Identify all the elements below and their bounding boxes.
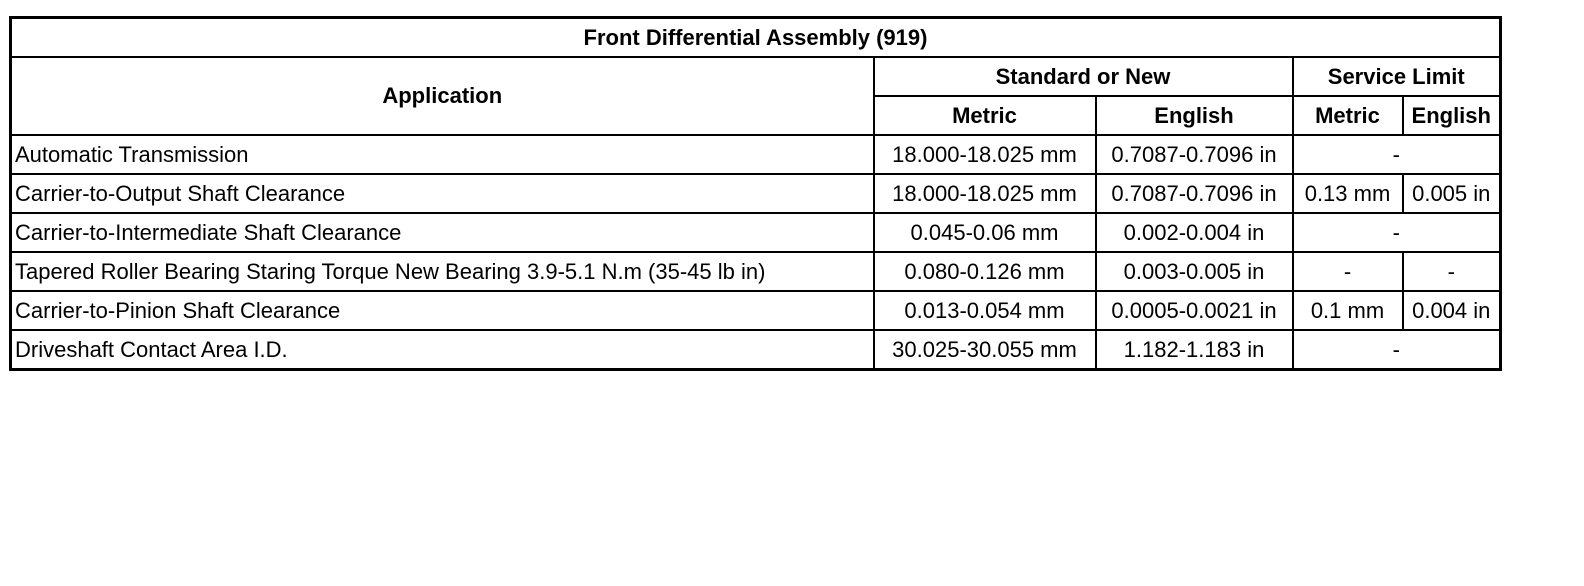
std-metric-cell: 18.000-18.025 mm [874,174,1096,213]
table-row [11,291,1501,330]
service-limit-cell: - [1293,135,1501,174]
std-metric-cell: 18.000-18.025 mm [874,135,1096,174]
application-cell: Driveshaft Contact Area I.D. [11,330,874,370]
application-cell: Carrier-to-Output Shaft Clearance [11,174,874,213]
table-row [11,330,1501,370]
header-row-1 [11,57,1501,96]
svc-english-cell: 0.004 in [1403,291,1501,330]
svc-metric-cell: - [1293,252,1403,291]
svc-metric-cell: 0.13 mm [1293,174,1403,213]
application-cell: Automatic Transmission [11,135,874,174]
application-cell: Carrier-to-Pinion Shaft Clearance [11,291,874,330]
table-title: Front Differential Assembly (919) [11,18,1501,58]
svc-english-header: English [1403,96,1501,135]
std-english-cell: 0.7087-0.7096 in [1096,135,1293,174]
std-metric-cell: 0.045-0.06 mm [874,213,1096,252]
table-row [11,174,1501,213]
svc-english-cell: 0.005 in [1403,174,1501,213]
std-english-cell: 0.7087-0.7096 in [1096,174,1293,213]
std-english-cell: 0.002-0.004 in [1096,213,1293,252]
service-limit-header: Service Limit [1293,57,1501,96]
std-metric-cell: 30.025-30.055 mm [874,330,1096,370]
std-metric-header: Metric [874,96,1096,135]
table-row [11,213,1501,252]
application-cell: Tapered Roller Bearing Staring Torque New Bearing 3.9-5.1 N.m (35-45 lb in) [11,252,874,291]
svc-metric-header: Metric [1293,96,1403,135]
std-english-cell: 0.003-0.005 in [1096,252,1293,291]
std-english-cell: 0.0005-0.0021 in [1096,291,1293,330]
table-row [11,135,1501,174]
standard-or-new-header: Standard or New [874,57,1293,96]
application-cell: Carrier-to-Intermediate Shaft Clearance [11,213,874,252]
svc-metric-cell: 0.1 mm [1293,291,1403,330]
std-english-cell: 1.182-1.183 in [1096,330,1293,370]
service-limit-cell: - [1293,330,1501,370]
svc-english-cell: - [1403,252,1501,291]
application-header: Application [11,57,874,135]
title-row [11,18,1501,58]
std-english-header: English [1096,96,1293,135]
table-row [11,252,1501,291]
std-metric-cell: 0.013-0.054 mm [874,291,1096,330]
std-metric-cell: 0.080-0.126 mm [874,252,1096,291]
spec-table [9,16,1502,371]
service-limit-cell: - [1293,213,1501,252]
